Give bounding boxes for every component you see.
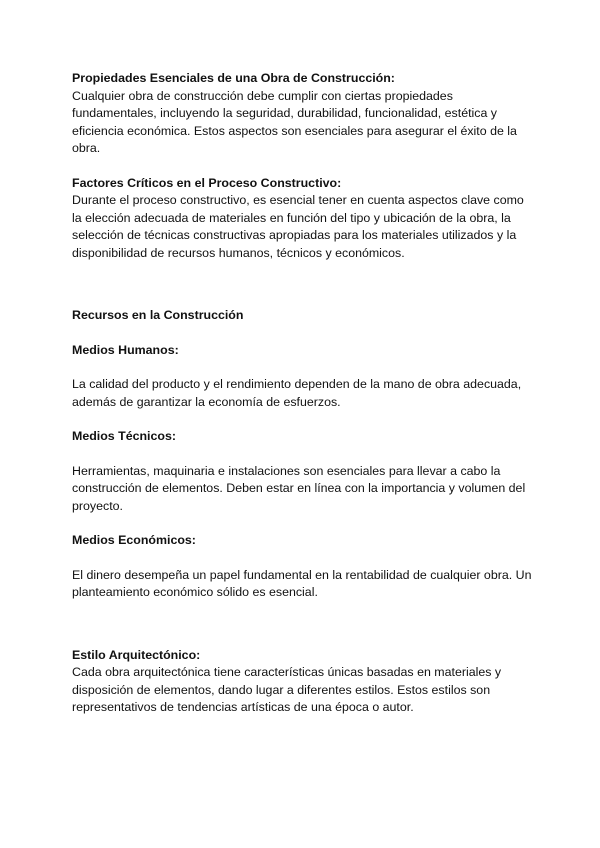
section-medios-tecnicos <box>72 428 532 515</box>
section-recursos <box>72 307 532 325</box>
section-heading: Medios Técnicos: <box>72 429 176 443</box>
section-factores <box>72 175 532 263</box>
section-heading: Medios Económicos: <box>72 533 196 547</box>
section-text: Cada obra arquitectónica tiene características únicas basadas en materiales y disposición de elementos, dando lugar a diferentes estilos. Estos estilos son representativos de tendencias artísticas de una época o autor. <box>72 665 502 714</box>
section-text: La calidad del producto y el rendimiento dependen de la mano de obra adecuada, además de garantizar la economía de esfuerzos. <box>72 377 522 409</box>
section-heading: Factores Críticos en el Proceso Constructivo: <box>72 175 342 190</box>
section-heading: Recursos en la Construcción <box>72 308 244 322</box>
section-medios-economicos <box>72 532 532 602</box>
section-heading: Estilo Arquitectónico: <box>72 647 201 662</box>
section-propiedades <box>72 70 532 158</box>
section-heading: Medios Humanos: <box>72 342 179 357</box>
section-heading: Propiedades Esenciales de una Obra de Construcción: <box>72 71 395 85</box>
section-text: Cualquier obra de construcción debe cumplir con ciertas propiedades fundamentales, incluyendo la seguridad, durabilidad, funcionalidad, estética y eficiencia económica. Estos aspectos son esenciales para asegurar el éxito de la obra. <box>72 88 517 155</box>
section-medios-humanos <box>72 342 532 412</box>
section-text: Durante el proceso constructivo, es esencial tener en cuenta aspectos clave como la elección adecuada de materiales en función del tipo y ubicación de la obra, la selección de técnicas constructivas apropiadas para los materiales utilizados y la disponibilidad de recursos humanos, técnicos y económicos. <box>72 193 524 260</box>
section-estilo <box>72 647 532 717</box>
section-text: El dinero desempeña un papel fundamental en la rentabilidad de cualquier obra. Un planteamiento económico sólido es esencial. <box>72 567 532 599</box>
document-page <box>72 70 532 717</box>
section-text: Herramientas, maquinaria e instalaciones son esenciales para llevar a cabo la construcción de elementos. Deben estar en línea con la importancia y volumen del proyecto. <box>72 463 526 513</box>
